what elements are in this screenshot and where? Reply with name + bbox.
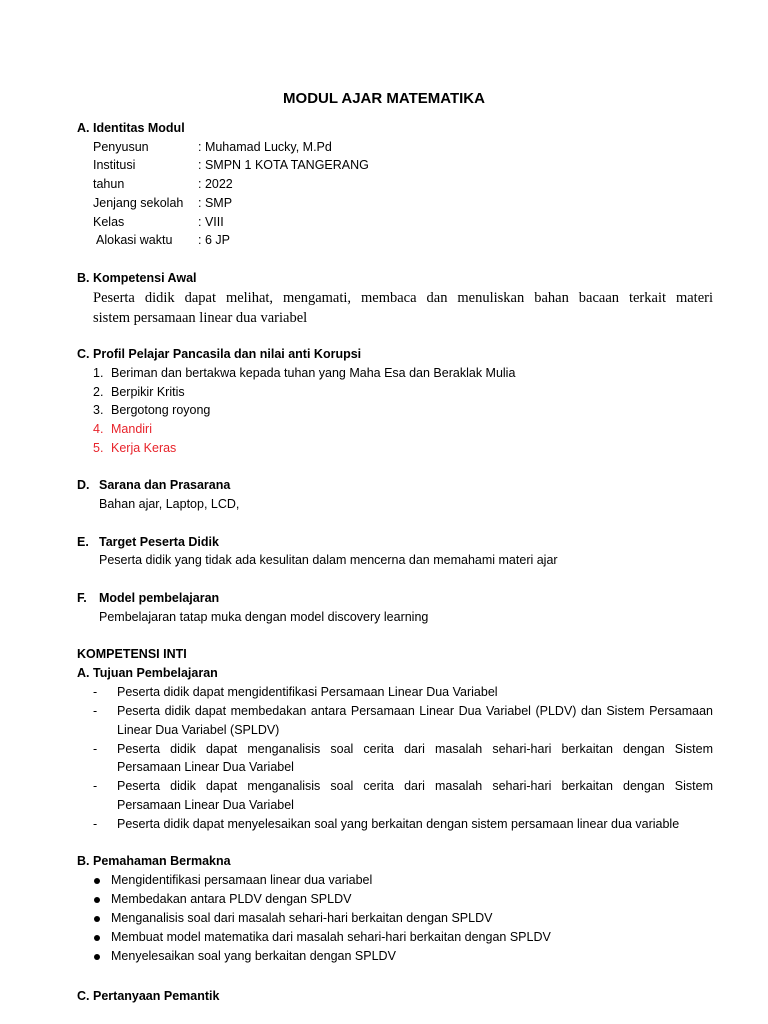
- tujuan-item-text: Peserta didik dapat mengidentifikasi Persamaan Linear Dua Variabel: [117, 685, 498, 699]
- identity-key: tahun: [93, 177, 125, 191]
- profil-item-number: 3.: [93, 403, 104, 417]
- tujuan-label: A.: [77, 666, 90, 680]
- tujuan-item-text-continued: Persamaan Linear Dua Variabel: [117, 760, 294, 774]
- section-a-heading: Identitas Modul: [93, 121, 185, 135]
- section-c-heading: Profil Pelajar Pancasila dan nilai anti Korupsi: [93, 347, 362, 361]
- pemahaman-item: Membedakan antara PLDV dengan SPLDV: [111, 892, 352, 906]
- section-d-heading: Sarana dan Prasarana: [99, 478, 231, 492]
- kompetensi-inti-heading: KOMPETENSI INTI: [77, 647, 187, 661]
- pertanyaan-label: C.: [77, 989, 90, 1003]
- identity-value: : SMPN 1 KOTA TANGERANG: [198, 158, 369, 172]
- kompetensi-awal-text-line2: sistem persamaan linear dua variabel: [93, 310, 308, 326]
- identity-key: Kelas: [93, 215, 125, 229]
- tujuan-dash: -: [93, 742, 98, 756]
- pertanyaan-heading: Pertanyaan Pemantik: [93, 989, 220, 1003]
- bullet-icon: [94, 954, 100, 960]
- identity-value: : SMP: [198, 196, 233, 210]
- tujuan-dash: -: [93, 685, 98, 699]
- tujuan-dash: -: [93, 779, 98, 793]
- pemahaman-item: Membuat model matematika dari masalah sehari-hari berkaitan dengan SPLDV: [111, 930, 551, 944]
- section-d-label: D.: [77, 478, 90, 492]
- profil-item-number: 2.: [93, 385, 104, 399]
- bullet-icon: [94, 935, 100, 941]
- identity-value: : 6 JP: [198, 233, 230, 247]
- profil-item-number: 1.: [93, 366, 104, 380]
- profil-item-number-highlighted: 5.: [93, 441, 104, 455]
- pemahaman-item: Mengidentifikasi persamaan linear dua variabel: [111, 873, 373, 887]
- identity-value: : Muhamad Lucky, M.Pd: [198, 140, 332, 154]
- section-e-label: E.: [77, 535, 89, 549]
- bullet-icon: [94, 897, 100, 903]
- profil-item-number-highlighted: 4.: [93, 422, 104, 436]
- section-a-label: A.: [77, 121, 90, 135]
- identity-value: : 2022: [198, 177, 233, 191]
- bullet-icon: [94, 916, 100, 922]
- section-f-heading: Model pembelajaran: [99, 591, 220, 605]
- tujuan-dash: -: [93, 817, 98, 831]
- tujuan-item-text-continued: Persamaan Linear Dua Variabel: [117, 798, 294, 812]
- tujuan-item-text: Peserta didik dapat menganalisis soal cerita dari masalah sehari-hari berkaitan dengan Sistem: [117, 742, 713, 756]
- section-f-label: F.: [77, 591, 87, 605]
- section-c-label: C.: [77, 347, 90, 361]
- identity-key: Penyusun: [93, 140, 149, 154]
- page-title: MODUL AJAR MATEMATIKA: [283, 90, 485, 107]
- profil-item-text: Berpikir Kritis: [111, 385, 185, 399]
- profil-item-text: Bergotong royong: [111, 403, 211, 417]
- tujuan-dash: -: [93, 704, 98, 718]
- model-text: Pembelajaran tatap muka dengan model discovery learning: [99, 610, 429, 624]
- profil-item-text-highlighted: Mandiri: [111, 422, 152, 436]
- pemahaman-item: Menyelesaikan soal yang berkaitan dengan SPLDV: [111, 949, 396, 963]
- bullet-icon: [94, 878, 100, 884]
- identity-key: Institusi: [93, 158, 136, 172]
- section-e-heading: Target Peserta Didik: [99, 535, 219, 549]
- sarana-text: Bahan ajar, Laptop, LCD,: [99, 497, 240, 511]
- tujuan-item-text: Peserta didik dapat membedakan antara Persamaan Linear Dua Variabel (PLDV) dan Sistem Persamaan: [117, 704, 713, 718]
- tujuan-heading: Tujuan Pembelajaran: [93, 666, 218, 680]
- tujuan-item-text: Peserta didik dapat menyelesaikan soal yang berkaitan dengan sistem persamaan linear dua variable: [117, 817, 680, 831]
- tujuan-item-text: Peserta didik dapat menganalisis soal cerita dari masalah sehari-hari berkaitan dengan Sistem: [117, 779, 713, 793]
- profil-item-text-highlighted: Kerja Keras: [111, 441, 177, 455]
- tujuan-item-text-continued: Linear Dua Variabel (SPLDV): [117, 723, 280, 737]
- pemahaman-item: Menganalisis soal dari masalah sehari-hari berkaitan dengan SPLDV: [111, 911, 493, 925]
- identity-key: Jenjang sekolah: [93, 196, 184, 210]
- identity-key: Alokasi waktu: [96, 233, 173, 247]
- target-text: Peserta didik yang tidak ada kesulitan dalam mencerna dan memahami materi ajar: [99, 553, 558, 567]
- section-b-heading: Kompetensi Awal: [93, 271, 197, 285]
- identity-value: : VIII: [198, 215, 224, 229]
- kompetensi-awal-text-line1: Peserta didik dapat melihat, mengamati, membaca dan menuliskan bahan bacaan terkait materi: [93, 290, 713, 306]
- section-b-label: B.: [77, 271, 90, 285]
- profil-item-text: Beriman dan bertakwa kepada tuhan yang Maha Esa dan Beraklak Mulia: [111, 366, 516, 380]
- pemahaman-heading: Pemahaman Bermakna: [93, 854, 231, 868]
- pemahaman-label: B.: [77, 854, 90, 868]
